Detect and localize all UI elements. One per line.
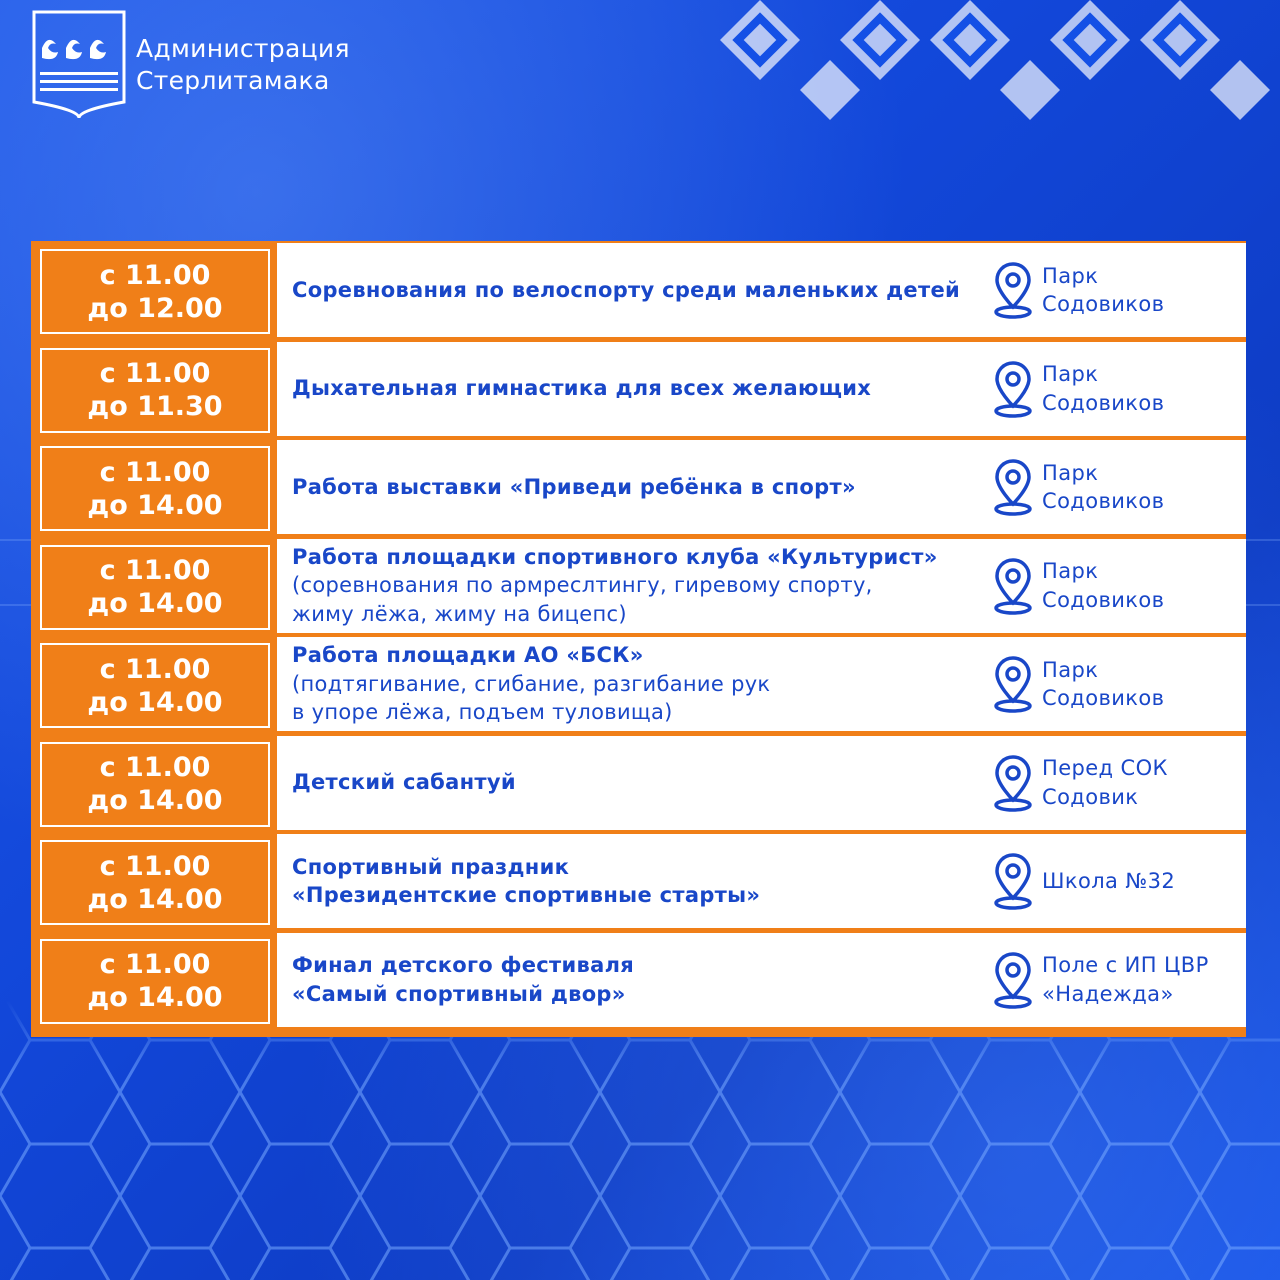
event-location — [1042, 933, 1247, 1027]
table-row — [31, 635, 1246, 734]
event-location — [1042, 440, 1247, 534]
location-pin-icon — [993, 261, 1033, 321]
location-line: Содовиков — [1042, 489, 1165, 513]
time-to: до 14.00 — [87, 489, 223, 521]
event-title: Работа площадки АО «БСК» — [292, 643, 644, 668]
table-row — [31, 832, 1246, 931]
event-details: (соревнования по армреслтингу, гиревому спорту, — [292, 573, 873, 598]
location-line: Парк — [1042, 559, 1099, 583]
event-location — [1042, 637, 1247, 731]
event-location — [1042, 342, 1247, 436]
event-cell — [277, 243, 1246, 337]
time-badge — [40, 249, 270, 334]
event-cell — [277, 736, 1246, 830]
location-pin-icon — [993, 458, 1033, 518]
time-badge — [40, 742, 270, 827]
time-from: с 11.00 — [99, 555, 211, 586]
event-location — [1042, 834, 1247, 928]
location-line: Парк — [1042, 657, 1099, 682]
event-location — [1042, 736, 1247, 830]
time-from: с 11.00 — [99, 358, 211, 389]
schedule-table — [31, 241, 1246, 1037]
event-cell — [277, 637, 1246, 731]
time-to: до 12.00 — [87, 292, 223, 324]
location-line: Содовиков — [1042, 390, 1165, 415]
location-pin-icon — [993, 557, 1033, 617]
time-to: до 14.00 — [87, 883, 223, 915]
time-badge — [40, 643, 270, 728]
location-pin-icon — [993, 754, 1033, 814]
table-row — [31, 340, 1246, 439]
table-row — [31, 537, 1246, 636]
event-cell — [277, 933, 1246, 1027]
time-from: с 11.00 — [99, 949, 211, 980]
event-title-line2: «Самый спортивный двор» — [292, 981, 626, 1006]
time-badge — [40, 348, 270, 433]
table-row — [31, 241, 1246, 340]
location-line: Парк — [1042, 362, 1099, 386]
location-pin-icon — [993, 852, 1033, 912]
event-title: Детский сабантуй — [292, 770, 516, 795]
event-location — [1042, 539, 1247, 633]
location-line: Перед СОК — [1042, 756, 1168, 780]
time-to: до 14.00 — [87, 588, 223, 619]
event-title: Работа выставки «Приведи ребёнка в спорт» — [292, 474, 856, 499]
event-details: в упоре лёжа, подъем туловища) — [292, 700, 673, 725]
time-badge — [40, 840, 270, 925]
location-line: Содовиков — [1042, 292, 1165, 316]
location-line: Содовиков — [1042, 587, 1165, 612]
time-from: с 11.00 — [99, 653, 211, 685]
location-pin-icon — [993, 951, 1033, 1011]
location-pin-icon — [993, 655, 1033, 715]
time-badge — [40, 446, 270, 531]
table-row — [31, 438, 1246, 537]
event-title: Спортивный праздник — [292, 854, 570, 879]
time-to: до 14.00 — [87, 982, 223, 1013]
event-cell — [277, 834, 1246, 928]
time-to: до 14.00 — [87, 785, 223, 816]
event-cell — [277, 440, 1246, 534]
time-badge — [40, 939, 270, 1024]
time-from: с 11.00 — [99, 456, 211, 488]
org-name-line2: Стерлитамака — [136, 66, 330, 95]
event-location — [1042, 243, 1247, 337]
event-title: Дыхательная гимнастика для всех желающих — [292, 376, 872, 401]
location-line: Поле с ИП ЦВР — [1042, 953, 1209, 977]
header-logo — [32, 10, 350, 120]
event-title: Работа площадки спортивного клуба «Культурист» — [292, 544, 938, 569]
location-pin-icon — [993, 360, 1033, 420]
event-title: Соревнования по велоспорту среди маленьких детей — [292, 277, 961, 302]
location-line: Содовиков — [1042, 686, 1165, 710]
event-details: (подтягивание, сгибание, разгибание рук — [292, 671, 771, 696]
time-badge — [40, 545, 270, 630]
time-to: до 14.00 — [87, 686, 223, 718]
time-from: с 11.00 — [99, 752, 211, 783]
time-from: с 11.00 — [99, 259, 211, 291]
table-row — [31, 734, 1246, 833]
event-cell — [277, 342, 1246, 436]
location-line: «Надежда» — [1042, 981, 1174, 1006]
org-name-line1: Администрация — [136, 34, 350, 63]
event-cell — [277, 539, 1246, 633]
location-line: Содовик — [1042, 784, 1139, 809]
event-details: жиму лёжа, жиму на бицепс) — [292, 601, 627, 626]
location-line: Парк — [1042, 460, 1099, 485]
time-to: до 11.30 — [87, 391, 223, 422]
city-emblem-icon — [32, 10, 126, 120]
location-line: Школа №32 — [1042, 868, 1176, 893]
location-line: Парк — [1042, 263, 1099, 288]
time-from: с 11.00 — [99, 850, 211, 882]
table-row — [31, 931, 1246, 1030]
event-title-line2: «Президентские спортивные старты» — [292, 883, 761, 907]
event-title: Финал детского фестиваля — [292, 953, 635, 977]
